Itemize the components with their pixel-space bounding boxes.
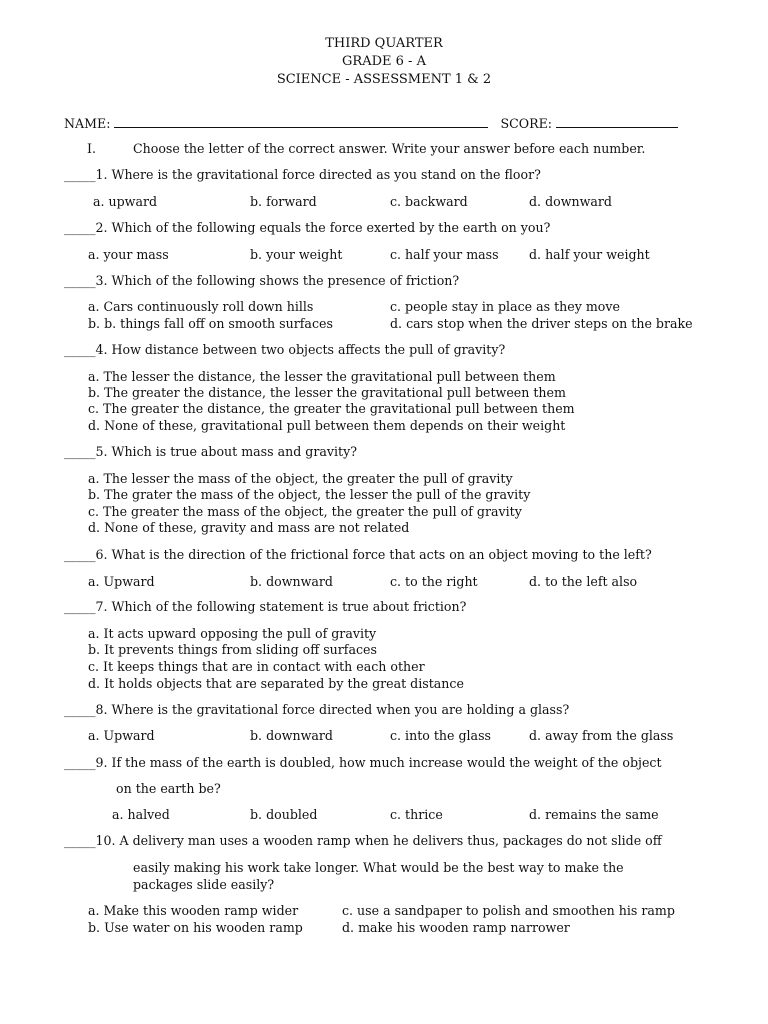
q6-option-a: a. Upward [88, 574, 155, 589]
question-8-stem: _____8. Where is the gravitational force directed when you are holding a glass? [64, 702, 570, 717]
q1-option-b: b. forward [250, 194, 317, 209]
q8-option-c: c. into the glass [390, 728, 491, 743]
q4-option-c: c. The greater the distance, the greater the gravitational pull between them [88, 401, 575, 416]
question-9-stem-cont: on the earth be? [116, 781, 221, 796]
question-1-stem: _____1. Where is the gravitational force directed as you stand on the floor? [64, 167, 541, 182]
q2-option-c: c. half your mass [390, 247, 499, 262]
q9-option-b: b. doubled [250, 807, 318, 822]
q7-option-d: d. It holds objects that are separated by the great distance [88, 676, 464, 691]
q3-option-a: a. Cars continuously roll down hills [88, 299, 314, 314]
question-3-stem: _____3. Which of the following shows the presence of friction? [64, 273, 460, 288]
question-5-stem: _____5. Which is true about mass and gravity? [64, 444, 357, 459]
q4-option-a: a. The lesser the distance, the lesser the gravitational pull between them [88, 369, 556, 384]
question-7-stem: _____7. Which of the following statement is true about friction? [64, 599, 467, 614]
q9-option-a: a. halved [112, 807, 170, 822]
question-10-stem-cont: easily making his work take longer. What would be the best way to make the [133, 860, 624, 875]
q10-option-a: a. Make this wooden ramp wider [88, 903, 299, 918]
q7-option-a: a. It acts upward opposing the pull of gravity [88, 626, 377, 641]
score-label: SCORE: [500, 116, 553, 131]
q2-option-a: a. your mass [88, 247, 169, 262]
q3-option-d: d. cars stop when the driver steps on the brake [390, 316, 693, 331]
q7-option-c: c. It keeps things that are in contact with each other [88, 659, 425, 674]
q2-option-b: b. your weight [250, 247, 343, 262]
section-instruction: Choose the letter of the correct answer. Write your answer before each number. [133, 141, 646, 156]
q8-option-b: b. downward [250, 728, 333, 743]
q5-option-b: b. The grater the mass of the object, the lesser the pull of the gravity [88, 487, 531, 502]
q5-option-a: a. The lesser the mass of the object, the greater the pull of gravity [88, 471, 513, 486]
q10-option-d: d. make his wooden ramp narrower [342, 920, 570, 935]
header-line-2: GRADE 6 - A [342, 54, 426, 69]
name-label: NAME: [64, 116, 111, 131]
q10-option-c: c. use a sandpaper to polish and smoothen his ramp [342, 903, 675, 918]
q7-option-b: b. It prevents things from sliding off surfaces [88, 642, 377, 657]
q1-option-a: a. upward [93, 194, 158, 209]
question-6-stem: _____6. What is the direction of the frictional force that acts on an object moving to the left? [64, 547, 652, 562]
question-9-stem: _____9. If the mass of the earth is doubled, how much increase would the weight of the object [64, 755, 662, 770]
header-line-3: SCIENCE - ASSESSMENT 1 & 2 [276, 72, 492, 87]
q3-option-c: c. people stay in place as they move [390, 299, 620, 314]
q4-option-d: d. None of these, gravitational pull between them depends on their weight [88, 418, 566, 433]
q5-option-d: d. None of these, gravity and mass are not related [88, 520, 410, 535]
q6-option-d: d. to the left also [529, 574, 638, 589]
question-10-stem-cont-2: packages slide easily? [133, 877, 275, 892]
header-line-1: THIRD QUARTER [325, 36, 443, 51]
name-score-row [64, 116, 678, 131]
section-number: I. [87, 141, 96, 156]
q2-option-d: d. half your weight [529, 247, 650, 262]
question-2-stem: _____2. Which of the following equals the force exerted by the earth on you? [64, 220, 551, 235]
q4-option-b: b. The greater the distance, the lesser the gravitational pull between them [88, 385, 566, 400]
question-4-stem: _____4. How distance between two objects affects the pull of gravity? [64, 342, 506, 357]
q8-option-a: a. Upward [88, 728, 155, 743]
q1-option-d: d. downward [529, 194, 612, 209]
q6-option-b: b. downward [250, 574, 333, 589]
question-10-stem: _____10. A delivery man uses a wooden ramp when he delivers thus, packages do not slide off [64, 833, 662, 848]
q5-option-c: c. The greater the mass of the object, the greater the pull of gravity [88, 504, 522, 519]
q6-option-c: c. to the right [390, 574, 478, 589]
q10-option-b: b. Use water on his wooden ramp [88, 920, 303, 935]
q9-option-c: c. thrice [390, 807, 443, 822]
name-field[interactable] [114, 116, 488, 128]
q9-option-d: d. remains the same [529, 807, 659, 822]
q1-option-c: c. backward [390, 194, 468, 209]
q3-option-b: b. b. things fall off on smooth surfaces [88, 316, 333, 331]
q8-option-d: d. away from the glass [529, 728, 674, 743]
score-field[interactable] [556, 116, 678, 128]
